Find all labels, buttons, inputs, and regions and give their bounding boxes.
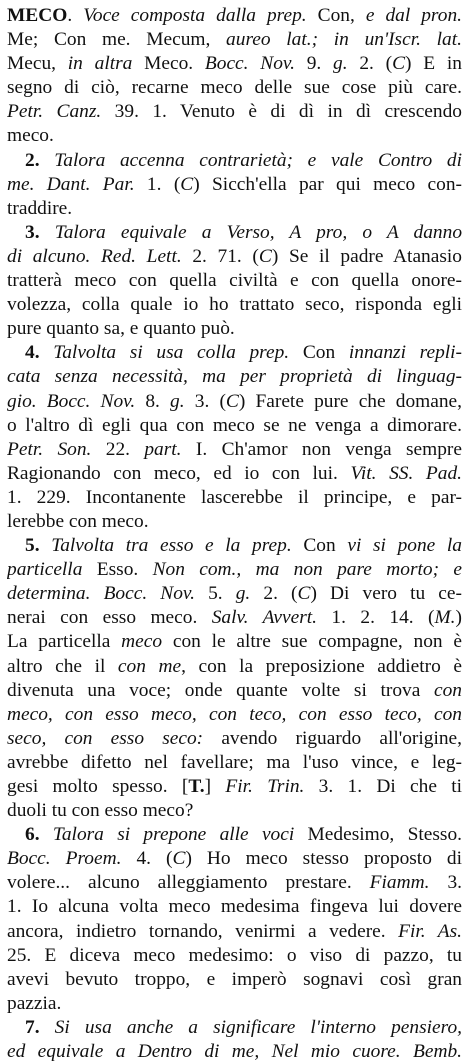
italic-text: Talvolta tra esso e la prep. [51, 535, 292, 557]
entry-text: tratterà meco con quella civiltà e con quella onore- [7, 270, 462, 292]
entry-text: pure quanto sa, e quanto può. [7, 318, 235, 340]
italic-text: g. [235, 583, 251, 605]
entry-line [7, 317, 462, 341]
entry-text: avevi bevuto troppo, e imperò sognavi così gran [7, 968, 462, 990]
entry-line [7, 847, 462, 871]
entry-line [7, 269, 462, 293]
italic-text: cata senza necessità, ma per proprietà di linguag- [7, 366, 462, 388]
entry-line [7, 149, 462, 173]
entry-text: lerebbe con meco. [7, 510, 149, 532]
entry-text: 2. 71. ( [181, 245, 259, 267]
entry-text: o l'altro dì egli qua con meco se ne venga a dimorare. [7, 414, 462, 436]
entry-line [7, 944, 462, 968]
entry-text: 1. ( [134, 173, 181, 195]
bold-text: MECO [7, 5, 68, 26]
entry-text: ) Di vero tu ce- [310, 583, 462, 605]
italic-text: Voce composta dalla prep. [83, 5, 307, 26]
entry-line [7, 534, 462, 558]
entry-line [7, 1016, 462, 1040]
entry-line [7, 895, 462, 919]
entry-text: ) Farete pure che domane, [238, 390, 462, 412]
entry-text: ) E in [405, 53, 462, 75]
italic-text: meco, con esso meco, con teco, con esso teco, con [7, 703, 462, 725]
entry-text: Meco. [132, 53, 205, 75]
entry-text: volere... alcuno alleggiamento prestare. [7, 872, 370, 894]
entry-line [7, 630, 462, 654]
entry-text: ) Sicch'ella par qui meco con- [193, 173, 462, 195]
entry-text: con le altre sue compagne, non è [162, 631, 462, 653]
italic-text: aureo lat.; in un'Iscr. lat. [226, 29, 462, 51]
entry-line [7, 920, 462, 944]
italic-text: Bocc. Proem. [7, 848, 122, 870]
italic-text: me. Dant. Par. [7, 173, 135, 195]
entry-line [7, 52, 462, 76]
entry-text: segno di ciò, recarne meco delle sue cose più care. [7, 77, 462, 99]
entry-text: 4. ( [121, 848, 173, 870]
italic-text: Petr. Canz. [7, 101, 102, 123]
italic-text: Non com., ma non pare morto; e [152, 559, 462, 581]
entry-line [7, 703, 462, 727]
italic-text: con [434, 679, 462, 701]
italic-text: innanzi repli- [348, 342, 462, 364]
bold-text: 4. [25, 342, 54, 364]
entry-text: Con [291, 535, 348, 557]
entry-line [7, 365, 462, 389]
entry-text: , con la preposizione addietro è [181, 655, 462, 677]
italic-text: Fiamm. [369, 872, 430, 894]
entry-line [7, 751, 462, 775]
entry-text: divenuta una voce; onde quante volte si trova [7, 679, 434, 701]
bold-text: 2. [25, 149, 55, 171]
entry-line [7, 293, 462, 317]
italic-text: C [225, 390, 239, 412]
entry-text: . [67, 5, 84, 26]
italic-text: meco [121, 631, 163, 653]
italic-text: di alcuno. Red. Lett. [7, 245, 182, 267]
entry-text: Con, [306, 5, 366, 26]
italic-text: C [297, 583, 311, 605]
italic-text: g. [333, 53, 348, 75]
entry-text: Medesimo, Stesso. [294, 824, 462, 846]
entry-line [7, 4, 462, 28]
entry-line [7, 76, 462, 100]
entry-line [7, 727, 462, 751]
italic-text: g. [170, 390, 185, 412]
entry-text: Ragionando con meco, ed io con lui. [7, 462, 351, 484]
entry-line [7, 679, 462, 703]
italic-text: C [258, 245, 272, 267]
italic-text: C [172, 848, 186, 870]
entry-text: ) Ho meco stesso proposto di [185, 848, 462, 870]
entry-line [7, 390, 462, 414]
entry-text: duoli tu con esso meco? [7, 800, 194, 822]
entry-line [7, 28, 462, 52]
entry-line [7, 799, 462, 823]
entry-text: ) Se il padre Atanasio [271, 245, 462, 267]
entry-text: Esso. [82, 559, 153, 581]
italic-text: Petr. Son. [7, 438, 92, 460]
bold-text: 5. [25, 535, 52, 557]
entry-text: volezza, colla quale io ho trattato seco, risponda egli [7, 294, 462, 316]
entry-line [7, 245, 462, 269]
italic-text: part. [144, 438, 182, 460]
entry-line [7, 655, 462, 679]
entry-line [7, 992, 462, 1016]
entry-text: 22. [91, 438, 145, 460]
entry-text: 1. 229. Incontanente lascerebbe il principe, e par- [7, 486, 462, 508]
italic-text: e dal pron. [365, 5, 462, 26]
italic-text: Si usa anche a significare l'interno pensiero, [54, 1016, 462, 1038]
italic-text: Talora accenna contrarietà; e vale Contro di [54, 149, 462, 171]
entry-line [7, 438, 462, 462]
entry-text: nerai con esso meco. [7, 607, 212, 629]
entry-line [7, 221, 462, 245]
entry-text: ] [204, 776, 226, 797]
entry-text: 2. ( [250, 583, 298, 605]
entry-line [7, 486, 462, 510]
entry-text: traddire. [7, 197, 73, 219]
entry-line [7, 871, 462, 895]
italic-text: vi si pone la [347, 535, 462, 557]
entry-text: 3. ( [184, 390, 226, 412]
entry-line [7, 462, 462, 486]
italic-text: in altra [67, 53, 133, 75]
entry-text: 2. ( [347, 53, 393, 75]
entry-text: ancora, indietro tornando, venirmi a vedere. [7, 920, 399, 942]
bold-text: 7. [25, 1016, 55, 1038]
entry-text: 25. E diceva meco medesimo: o viso di pazzo, tu [7, 944, 462, 966]
italic-text: Fir. Trin. [225, 776, 305, 797]
entry-text: 8. [135, 390, 171, 412]
italic-text: con me [117, 655, 182, 677]
italic-text: C [392, 53, 406, 75]
italic-text: seco, con esso seco: [7, 727, 204, 749]
entry-line [7, 197, 462, 221]
bold-text: T. [188, 776, 205, 797]
entry-line [7, 558, 462, 582]
italic-text: determina. Bocc. Nov. [7, 583, 195, 605]
italic-text: Vit. SS. Pad. [350, 462, 462, 484]
italic-text: gio. Bocc. Nov. [7, 390, 136, 412]
entry-text: avendo riguardo all'origine, [203, 727, 462, 749]
entry-line [7, 968, 462, 992]
entry-text: I. Ch'amor non venga sempre [181, 438, 462, 460]
entry-text: 1. Io alcuna volta meco medesima fingeva lui dovere [7, 896, 462, 918]
entry-text: altro che il [7, 655, 118, 677]
entry-line [7, 775, 462, 799]
entry-line [7, 823, 462, 847]
entry-line [7, 341, 462, 365]
entry-text: La particella [7, 631, 122, 653]
entry-text: ) [455, 607, 462, 629]
entry-text: 3. 1. Di che ti [304, 776, 462, 797]
entry-text: Con [289, 342, 349, 364]
italic-text: Bocc. Nov. [204, 53, 295, 75]
entry-line [7, 100, 462, 124]
italic-text: Fir. As. [398, 920, 462, 942]
entry-line [7, 173, 462, 197]
entry-text: gesi molto spesso. [ [7, 776, 189, 797]
italic-text: Talora equivale a Verso, A pro, o A danno [54, 221, 462, 243]
entry-line [7, 510, 462, 534]
entry-line [7, 582, 462, 606]
entry-text: 3. [429, 872, 462, 894]
bold-text: 6. [25, 824, 53, 846]
italic-text: M. [434, 607, 456, 629]
entry-line [7, 1040, 462, 1064]
italic-text: ed equivale a Dentro di me, Nel mio cuore. Bemb. [7, 1041, 462, 1063]
entry-line [7, 414, 462, 438]
entry-text: meco. [7, 125, 54, 147]
italic-text: particella [7, 559, 83, 581]
italic-text: Salv. Avvert. [211, 607, 317, 629]
italic-text: Talvolta si usa colla prep. [53, 342, 290, 364]
italic-text: Talora si prepone alle voci [52, 824, 295, 846]
italic-text: C [180, 173, 194, 195]
entry-line [7, 124, 462, 148]
entry-text: 5. [194, 583, 236, 605]
entry-text: 39. 1. Venuto è di dì in dì crescendo [101, 101, 462, 123]
entry-text: Mecu, [7, 53, 68, 75]
entry-text: 9. [294, 53, 334, 75]
entry-text: Me; Con me. Mecum, [7, 29, 227, 51]
entry-text: avrebbe difetto nel favellare; ma l'uso vince, e leg- [7, 751, 462, 773]
entry-line [7, 606, 462, 630]
entry-text: 1. 2. 14. ( [317, 607, 435, 629]
bold-text: 3. [25, 221, 55, 243]
entry-text: pazzia. [7, 992, 62, 1014]
